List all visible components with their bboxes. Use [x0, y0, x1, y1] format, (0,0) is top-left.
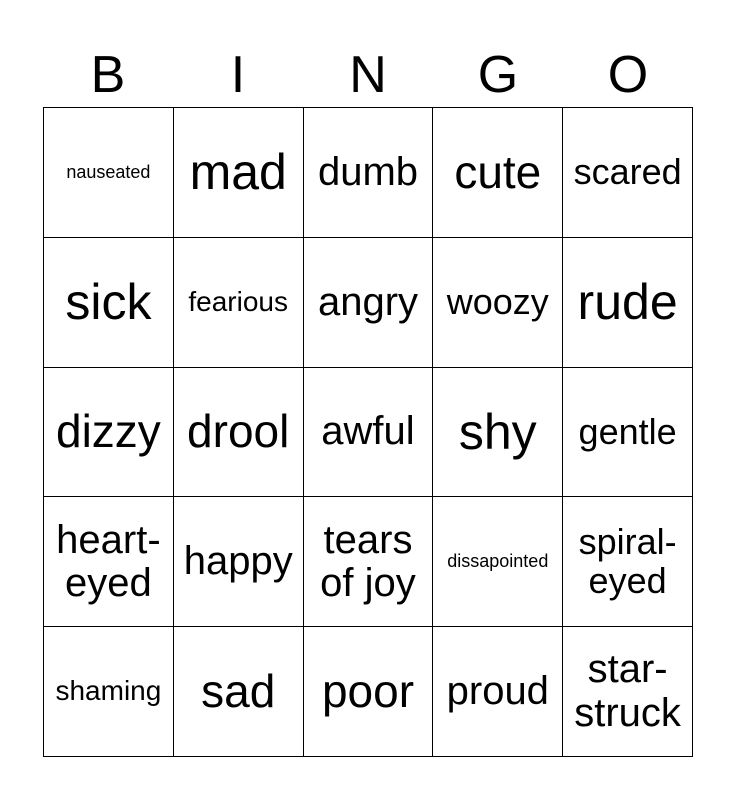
cell-word: happy — [183, 539, 293, 584]
cell-word: scared — [573, 150, 682, 192]
bingo-cell[interactable] — [433, 108, 563, 238]
cell-word: angry — [317, 279, 419, 324]
header-letter-b: B — [90, 46, 126, 104]
cell-word: dissapointed — [447, 551, 549, 572]
bingo-cell[interactable] — [304, 497, 434, 627]
cell-word: awful — [321, 409, 415, 454]
bingo-cell[interactable] — [44, 368, 174, 498]
bingo-cell[interactable] — [433, 368, 563, 498]
cell-word: tears of joy — [320, 517, 416, 605]
cell-word: rude — [577, 274, 678, 331]
bingo-cell[interactable] — [304, 627, 434, 757]
bingo-cell[interactable] — [44, 497, 174, 627]
cell-word: shaming — [55, 675, 162, 707]
header-letter-n: N — [349, 46, 387, 104]
bingo-cell[interactable] — [563, 368, 693, 498]
header-letter-g: G — [477, 46, 519, 104]
cell-word: sick — [65, 274, 152, 331]
bingo-cell[interactable] — [433, 497, 563, 627]
cell-word: shy — [458, 403, 537, 460]
header-letter-i: I — [230, 46, 246, 104]
cell-word: woozy — [446, 280, 549, 322]
bingo-cell[interactable] — [563, 108, 693, 238]
bingo-cell[interactable] — [304, 368, 434, 498]
bingo-cell[interactable] — [563, 497, 693, 627]
cell-word: drool — [187, 405, 290, 458]
cell-word: dizzy — [55, 405, 161, 458]
bingo-cell[interactable] — [563, 627, 693, 757]
bingo-cell[interactable] — [433, 627, 563, 757]
bingo-cell[interactable] — [304, 238, 434, 368]
bingo-cell[interactable] — [174, 627, 304, 757]
bingo-cell[interactable] — [563, 238, 693, 368]
cell-word: poor — [321, 664, 415, 717]
bingo-cell[interactable] — [433, 238, 563, 368]
bingo-cell[interactable] — [174, 497, 304, 627]
bingo-cell[interactable] — [44, 627, 174, 757]
bingo-cell[interactable] — [304, 108, 434, 238]
bingo-cell[interactable] — [174, 368, 304, 498]
cell-word: star-struck — [574, 647, 681, 735]
bingo-cell[interactable] — [44, 108, 174, 238]
cell-word: dumb — [317, 149, 419, 194]
cell-word: spiral-eyed — [578, 520, 677, 601]
cell-word: proud — [446, 669, 549, 713]
cell-word: cute — [454, 145, 542, 198]
bingo-cell[interactable] — [174, 108, 304, 238]
cell-word: nauseated — [66, 161, 151, 182]
cell-word: heart-eyed — [56, 517, 161, 605]
bingo-grid — [43, 107, 693, 757]
cell-word: fearious — [188, 286, 288, 318]
cell-word: mad — [189, 144, 287, 201]
cell-word: gentle — [578, 410, 677, 452]
header-letter-o: O — [607, 46, 649, 104]
cell-word: sad — [201, 664, 276, 717]
bingo-header — [43, 44, 693, 106]
bingo-cell[interactable] — [174, 238, 304, 368]
bingo-cell[interactable] — [44, 238, 174, 368]
